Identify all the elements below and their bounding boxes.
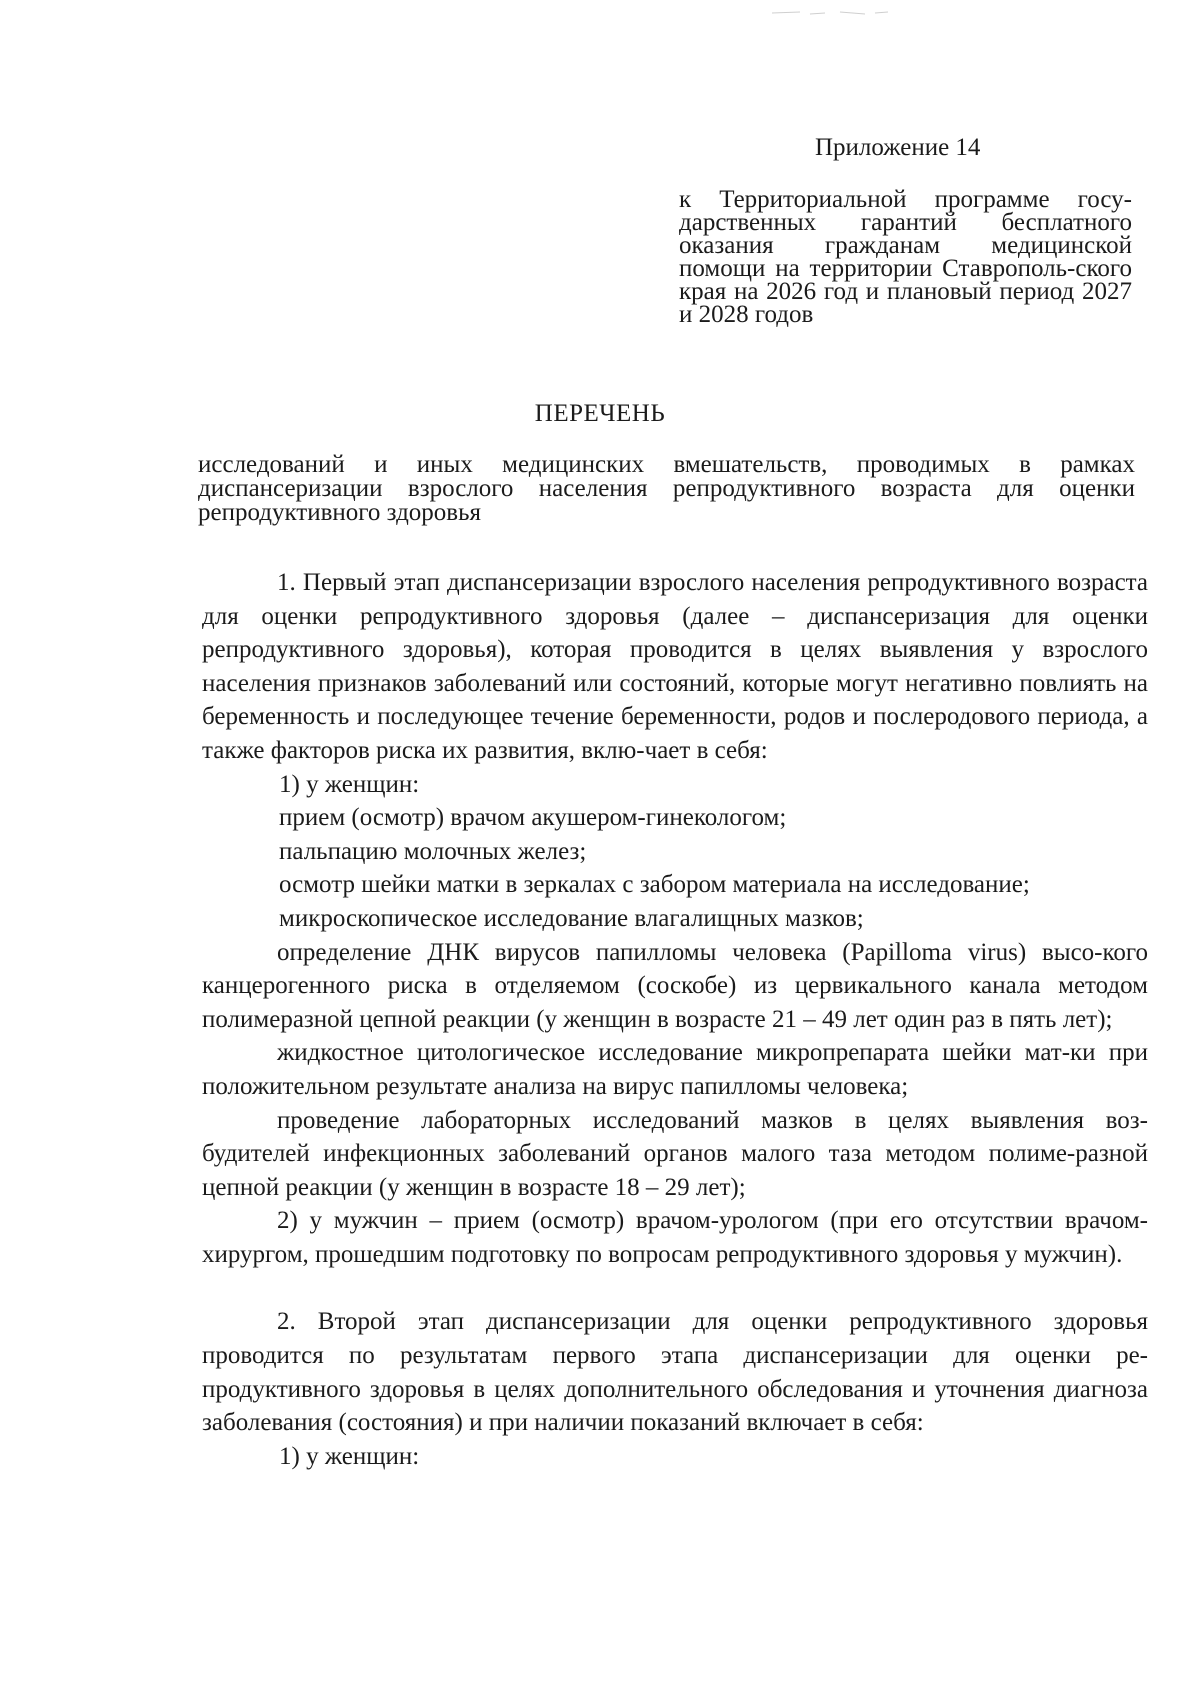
- section2-intro: 2. Второй этап диспансеризации для оценки репродуктивного здоровья проводится по результатам первого этапа диспансеризации для оценки ре-продуктивного здоровья в целях дополнительного обследования и уточнения диагноза заболевания (состояния) и при наличии показаний включает в себя:: [202, 1308, 1148, 1437]
- document-body: [202, 566, 1148, 1473]
- list-item: проведение лабораторных исследований мазков в целях выявления воз-будителей инфекционных заболеваний органов малого таза методом полиме-разной цепной реакции (у женщин в возрасте 18 – 29 лет);: [202, 1106, 1148, 1201]
- section-spacer: [202, 1271, 1148, 1305]
- section1-women-label: 1) у женщин:: [279, 770, 420, 798]
- appendix-label: Приложение 14: [815, 134, 981, 161]
- document-subtitle: исследований и иных медицинских вмешательств, проводимых в рамках диспансеризации взрослого населения репродуктивного возраста для оценки репродуктивного здоровья: [198, 451, 1135, 526]
- scan-artifact: [770, 10, 890, 16]
- list-item: жидкостное цитологическое исследование микропрепарата шейки мат-ки при положительном результате анализа на вирус папилломы человека;: [202, 1039, 1148, 1100]
- section2-women-label: 1) у женщин:: [279, 1442, 420, 1470]
- list-item: прием (осмотр) врачом акушером-гинекологом;: [279, 804, 787, 832]
- list-item: определение ДНК вирусов папилломы человека (Papilloma virus) высо-кого канцерогенного риска в отделяемом (соскобе) из цервикального канала методом полимеразной цепной реакции (у женщин в возрасте 21 – 49 лет один раз в пять лет);: [202, 938, 1148, 1033]
- document-title: ПЕРЕЧЕНЬ: [534, 400, 666, 427]
- list-item: осмотр шейки матки в зеркалах с забором материала на исследование;: [279, 871, 1030, 899]
- appendix-reference: к Территориальной программе госу-дарственных гарантий бесплатного оказания гражданам медицинской помощи на территории Ставрополь-ского края на 2026 год и плановый период 2027 и 2028 годов: [679, 186, 1132, 328]
- list-item: пальпацию молочных желез;: [279, 837, 587, 865]
- section1-intro: 1. Первый этап диспансеризации взрослого населения репродуктивного возраста для оценки репродуктивного здоровья (далее – диспансеризация для оценки репродуктивного здоровья), которая проводится в целях выявления у взрослого населения признаков заболеваний или состояний, которые могут негативно повлиять на беременность и последующее течение беременности, родов и послеродового периода, а также факторов риска их развития, вклю-чает в себя:: [202, 569, 1148, 764]
- list-item: микроскопическое исследование влагалищных мазков;: [279, 904, 864, 932]
- section1-men-item: 2) у мужчин – прием (осмотр) врачом-урологом (при его отсутствии врачом-хирургом, прошедшим подготовку по вопросам репродуктивного здоровья у мужчин).: [202, 1207, 1148, 1268]
